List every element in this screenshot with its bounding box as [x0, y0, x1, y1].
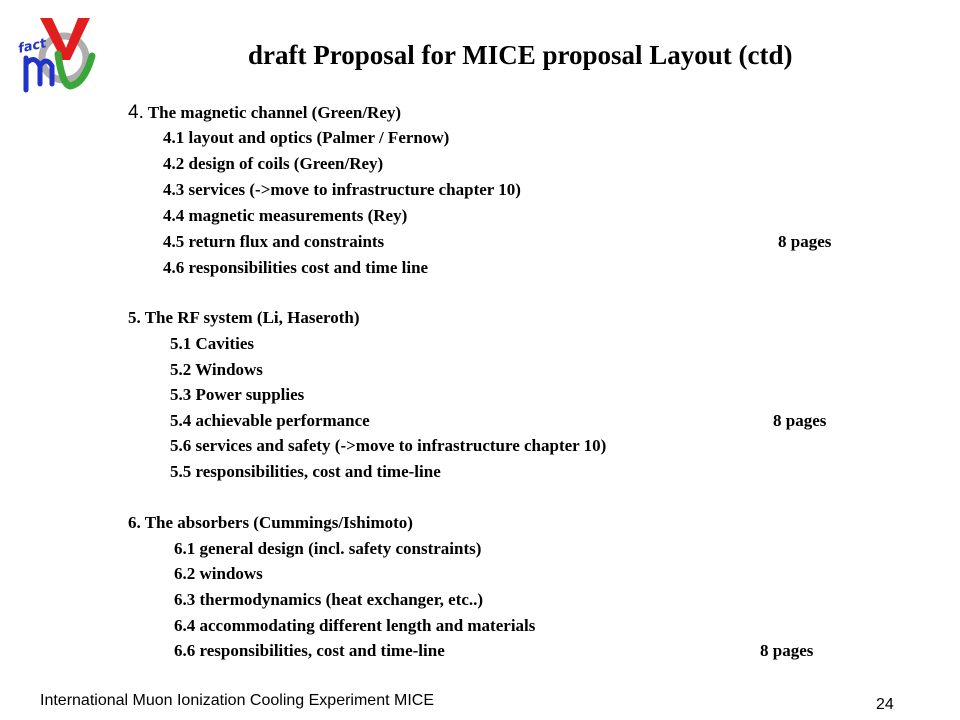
list-item: 4.2 design of coils (Green/Rey) [163, 154, 384, 173]
section-number: 4. [128, 102, 144, 123]
svg-text:fact: fact [16, 36, 48, 57]
section-title: The magnetic channel (Green/Rey) [147, 103, 402, 122]
list-item: 5.6 services and safety (->move to infrastructure chapter 10) [170, 436, 607, 455]
section-heading: 6. The absorbers (Cummings/Ishimoto) [128, 513, 413, 532]
list-item: 6.2 windows [174, 564, 263, 583]
list-item: 6.1 general design (incl. safety constraints) [174, 539, 482, 558]
list-item: 6.4 accommodating different length and materials [174, 616, 536, 635]
page-count: 8 pages [778, 232, 832, 251]
list-item: 4.5 return flux and constraints [163, 232, 385, 251]
footer-text: International Muon Ionization Cooling Experiment MICE [40, 692, 434, 709]
list-item: 4.4 magnetic measurements (Rey) [163, 206, 408, 225]
slide-title: draft Proposal for MICE proposal Layout (ctd) [248, 40, 793, 70]
list-item: 5.2 Windows [170, 360, 263, 379]
page-number: 24 [876, 696, 894, 713]
page-count: 8 pages [773, 411, 827, 430]
list-item: 5.1 Cavities [170, 334, 255, 353]
page-count: 8 pages [760, 641, 814, 660]
list-item: 6.3 thermodynamics (heat exchanger, etc..) [174, 590, 484, 609]
list-item: 4.6 responsibilities cost and time line [163, 258, 429, 277]
section-heading [128, 103, 401, 123]
list-item: 5.4 achievable performance [170, 411, 370, 430]
list-item: 6.6 responsibilities, cost and time-line [174, 641, 445, 660]
list-item: 4.1 layout and optics (Palmer / Fernow) [163, 128, 450, 147]
list-item: 4.3 services (->move to infrastructure chapter 10) [163, 180, 521, 199]
section-heading: 5. The RF system (Li, Haseroth) [128, 308, 360, 327]
list-item: 5.5 responsibilities, cost and time-line [170, 462, 441, 481]
list-item: 5.3 Power supplies [170, 385, 305, 404]
